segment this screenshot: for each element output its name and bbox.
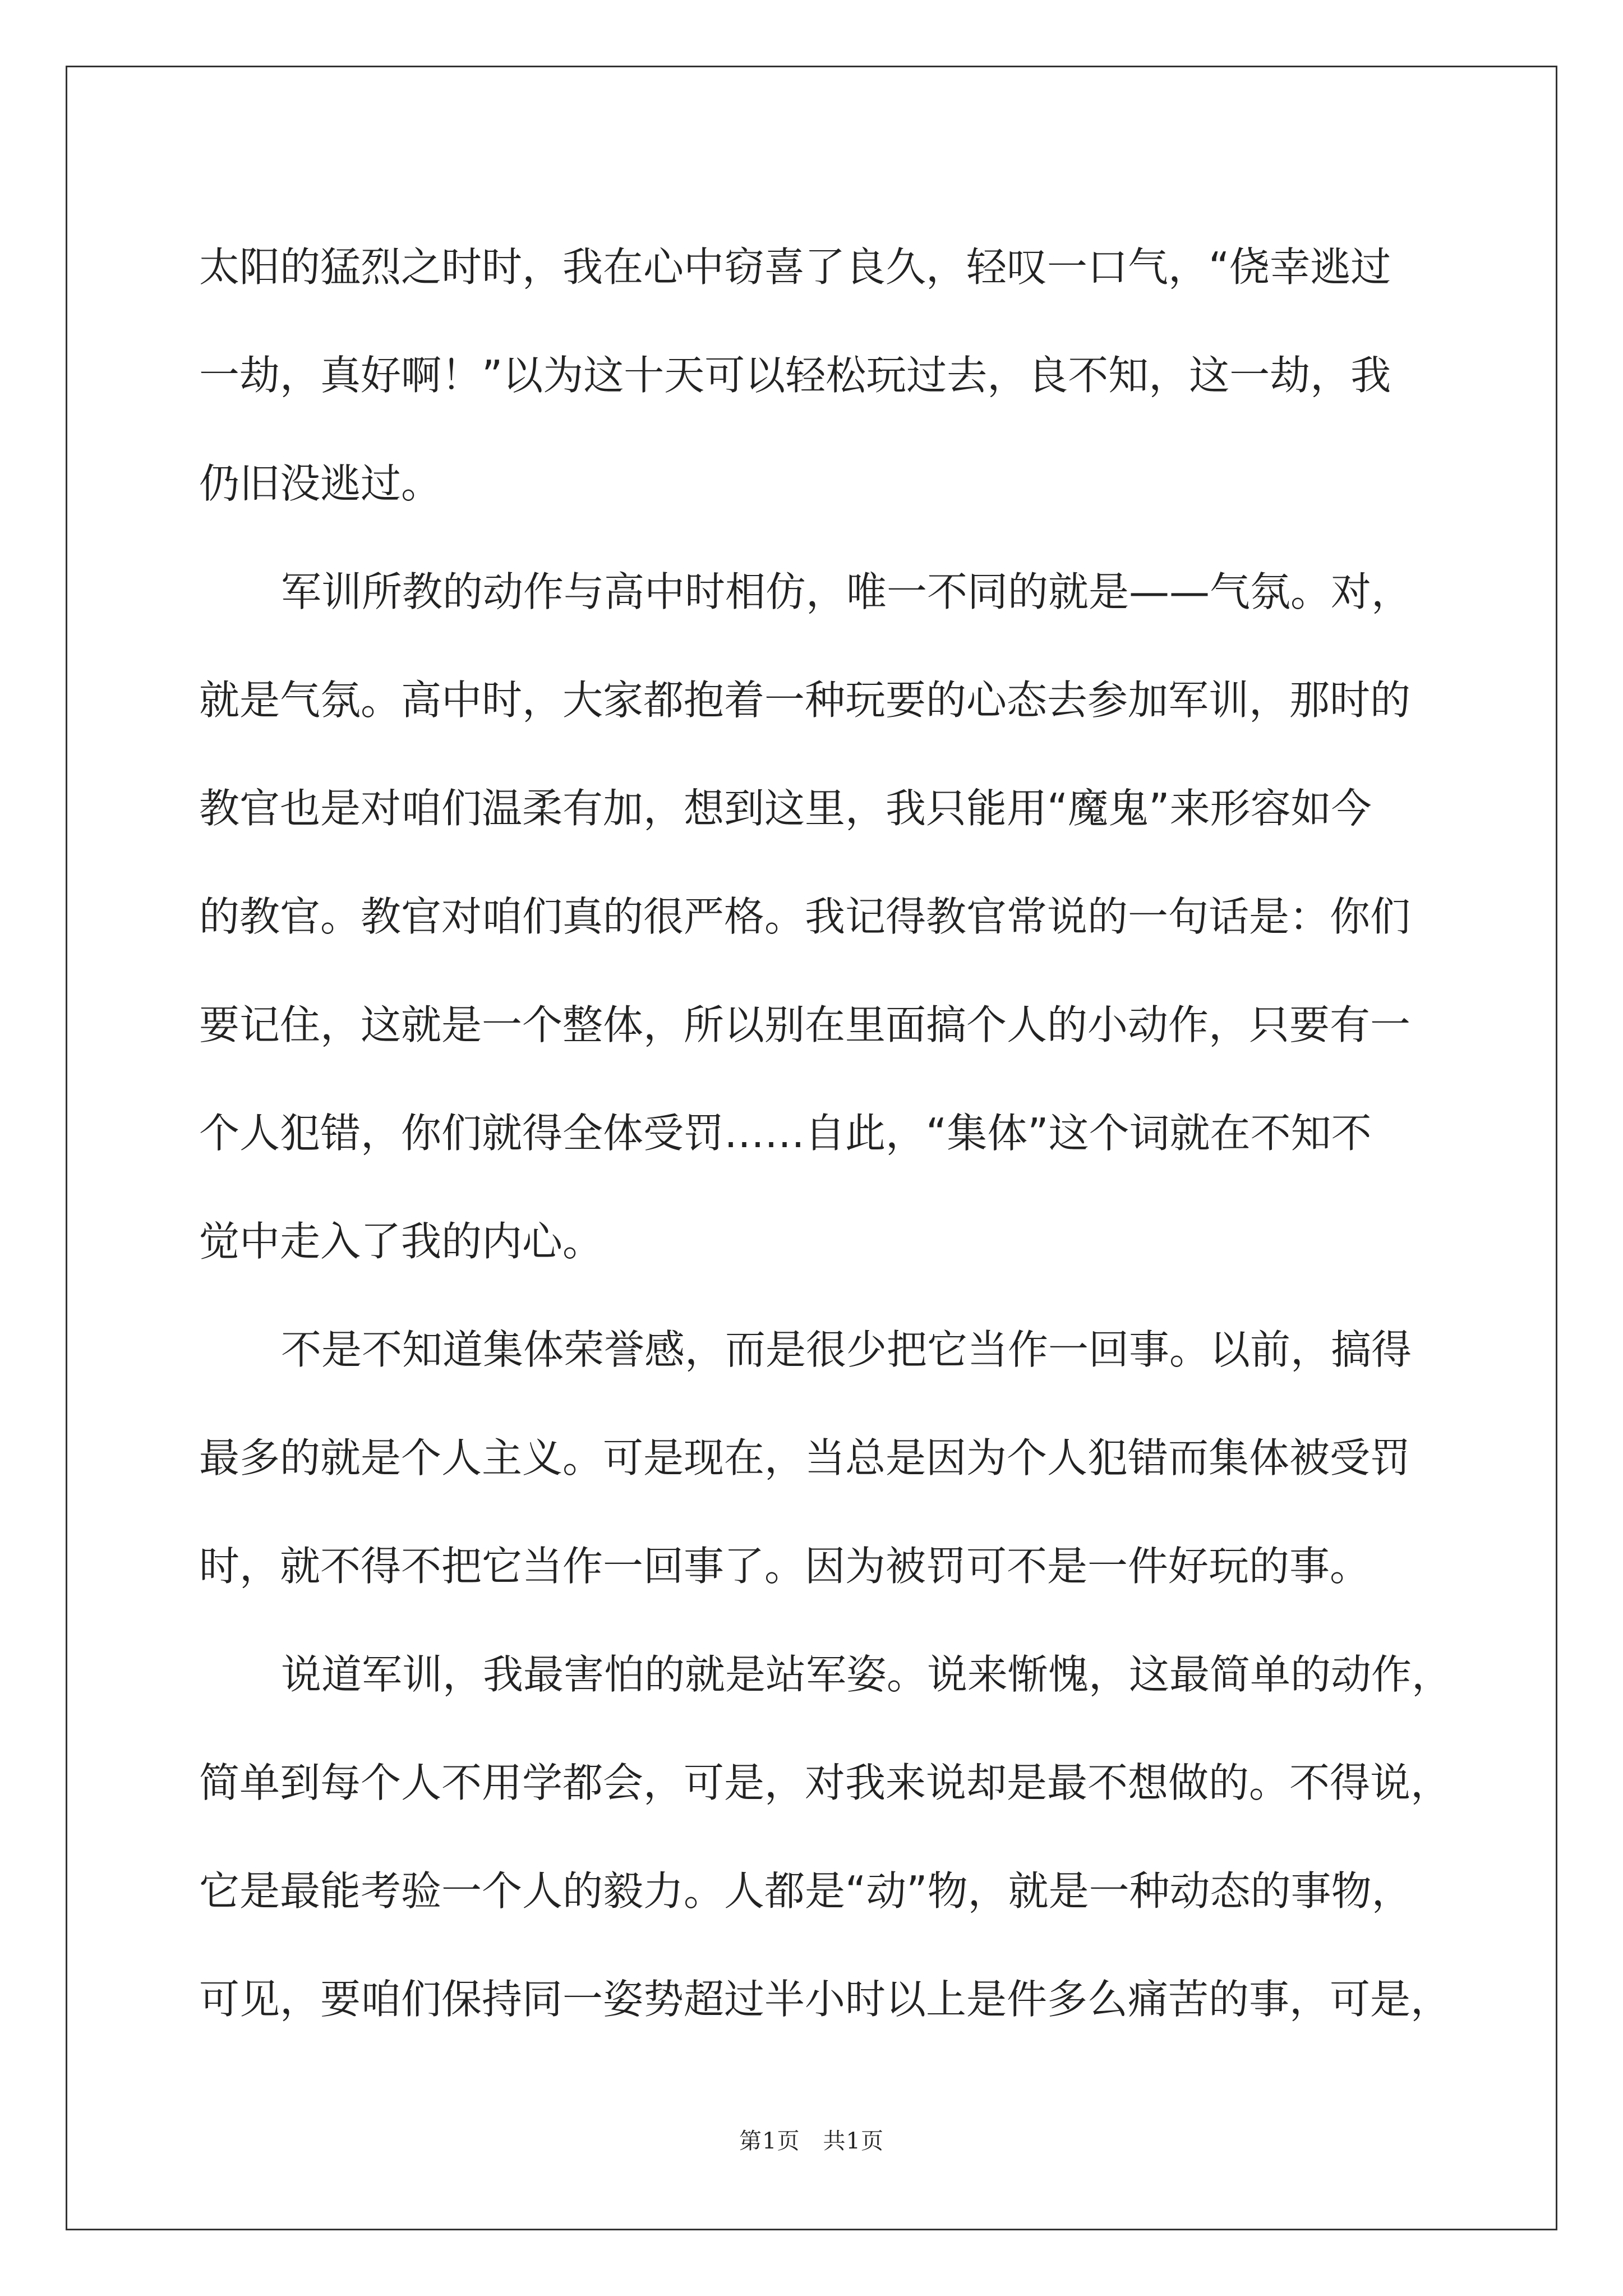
page-footer: 第1页 共1页 [739,2128,884,2154]
document-body [199,213,1453,2054]
text-line: 最多的就是个人主义。可是现在，当总是因为个人犯错而集体被受罚 [199,1434,1411,1481]
paragraph-start-line: 军训所教的动作与高中时相仿，唯一不同的就是——气氛。对， [281,568,1412,615]
text-line: 觉中走入了我的内心。 [199,1218,603,1265]
paragraph-start-line: 说道军训，我最害怕的就是站军姿。说来惭愧，这最简单的动作， [281,1651,1453,1698]
text-line: 太阳的猛烈之时时，我在心中窃喜了良久，轻叹一口气，“侥幸逃过 [199,243,1391,291]
text-line: 可见，要咱们保持同一姿势超过半小时以上是件多么痛苦的事，可是， [199,1976,1451,2023]
paragraph-start-line: 不是不知道集体荣誉感，而是很少把它当作一回事。以前，搞得 [281,1326,1412,1373]
text-line: 简单到每个人不用学都会，可是，对我来说却是最不想做的。不得说， [199,1759,1451,1806]
text-line: 一劫，真好啊！”以为这十天可以轻松玩过去，良不知，这一劫，我 [199,352,1391,399]
text-line: 个人犯错，你们就得全体受罚……自此，“集体”这个词就在不知不 [199,1110,1372,1157]
text-line: 它是最能考验一个人的毅力。人都是“动”物，就是一种动态的事物， [199,1867,1412,1915]
text-line: 就是气氛。高中时，大家都抱着一种玩要的心态去参加军训，那时的 [199,677,1411,724]
text-line: 教官也是对咱们温柔有加，想到这里，我只能用“魔鬼”来形容如今 [199,785,1372,832]
text-line: 时，就不得不把它当作一回事了。因为被罚可不是一件好玩的事。 [199,1543,1371,1590]
text-line: 仍旧没逃过。 [199,460,442,507]
text-line: 的教官。教官对咱们真的很严格。我记得教官常说的一句话是：你们 [199,893,1411,940]
text-line: 要记住，这就是一个整体，所以别在里面搞个人的小动作，只要有一 [199,1001,1411,1048]
